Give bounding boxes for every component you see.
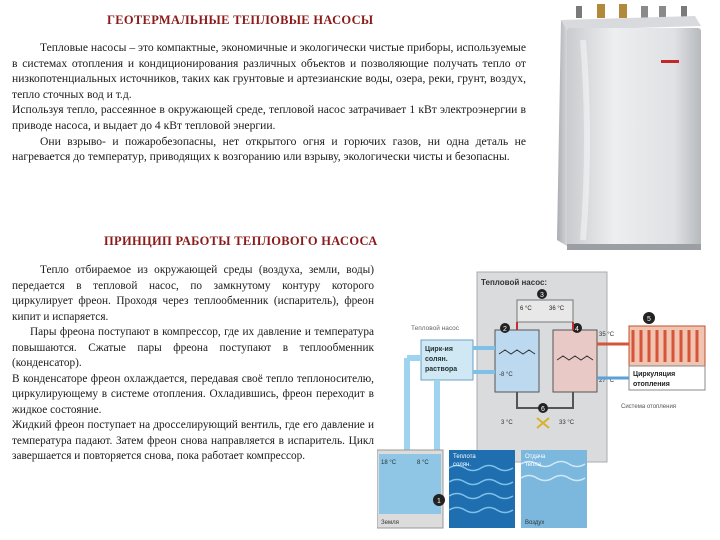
temp-return: 27 °C xyxy=(599,378,615,384)
principle-paragraph: Пары фреона поступают в компрессор, где их давление и температура повышаются. Сжатые пары фреона поступают в теплообменник (конденсатор). xyxy=(12,326,374,369)
brine-line-1: Цирк-ия xyxy=(425,346,453,353)
heat-pump-image xyxy=(543,0,703,252)
intro-paragraph: Они взрыво- и пожаробезопасны, нет открытого огня и горючих газов, ни одна деталь не нагревается до температур, приводящих к возгоранию или взрыву, экологически чисты и безопасны. xyxy=(12,134,526,164)
temp-brine: 3 °C xyxy=(501,420,513,426)
principle-paragraph: В конденсаторе фреон охлаждается, передавая своё тепло теплоносителю, циркулирующему в системе отопления. Охладившись, фреон переходит в жидкое состояние. xyxy=(12,372,374,416)
pump-label: Тепловой насос xyxy=(411,325,460,332)
heat-pump-diagram xyxy=(377,268,717,536)
heat-ground-2: солян. xyxy=(453,462,472,468)
heat-outflow-1: Отдача xyxy=(525,454,546,460)
intro-paragraph: Используя тепло, рассеянное в окружающей среде, тепловой насос затрачивает 1 кВт электроэнергии в приводе насоса, и выдает до 4 кВт тепловой энергии. xyxy=(12,103,526,132)
number-4: 4 xyxy=(575,326,579,333)
heating-line-2: отопления xyxy=(633,381,670,388)
temp-low: -8 °C xyxy=(499,372,513,378)
temp-hot: 33 °C xyxy=(559,420,575,426)
brine-line-2: солян. xyxy=(425,356,448,363)
temp-right: 8 °C xyxy=(417,460,429,466)
principle-paragraph: Тепло отбираемое из окружающей среды (воздуха, земли, воды) передается в тепловой насос, по замкнутому контуру которого циркулирует фреон. Проходя через теплообменник (испаритель), фреон кипит и испаряется. xyxy=(12,264,374,323)
heat-outflow-2: тепла xyxy=(525,462,542,468)
heating-system-label: Система отопления xyxy=(621,404,677,410)
temp-left: 18 °C xyxy=(381,460,397,466)
principle-paragraph: Жидкий фреон поступает на дросселирующий вентиль, где его давление и температура падают. Затем фреон снова направляется в испаритель. Цикл завершается и повторяется снова, пока работает компрессор. xyxy=(12,419,374,462)
brine-line-3: раствора xyxy=(425,366,458,373)
intro-text xyxy=(12,40,526,165)
number-1: 1 xyxy=(437,498,441,505)
intro-paragraph: Тепловые насосы – это компактные, экономичные и экологически чистые приборы, используемые в системах отопления и кондиционирования различных объектов и позволяющие получать тепло от низкопотенциальных источников, таких как грунтовые и артезианские воды, озера, реки, грунт, воздух, тепло сточных вод и т.д. xyxy=(12,41,526,101)
temp-flow: 35 °C xyxy=(599,332,615,338)
principle-text xyxy=(12,263,374,465)
diagram-header: Тепловой насос: xyxy=(481,278,548,287)
number-2: 2 xyxy=(503,326,507,333)
temp-out: 36 °C xyxy=(549,306,565,312)
temp-in: 6 °C xyxy=(520,306,532,312)
source-air: Воздух xyxy=(525,520,545,526)
number-6: 6 xyxy=(541,406,545,413)
page-title: ГЕОТЕРМАЛЬНЫЕ ТЕПЛОВЫЕ НАСОСЫ xyxy=(107,13,374,27)
number-5: 5 xyxy=(647,316,651,323)
heat-ground-1: Теплота xyxy=(453,454,476,460)
heating-line-1: Циркуляция xyxy=(633,371,676,378)
number-3: 3 xyxy=(540,292,544,299)
section-title: ПРИНЦИП РАБОТЫ ТЕПЛОВОГО НАСОСА xyxy=(104,234,378,248)
source-ground: Земля xyxy=(381,520,399,526)
